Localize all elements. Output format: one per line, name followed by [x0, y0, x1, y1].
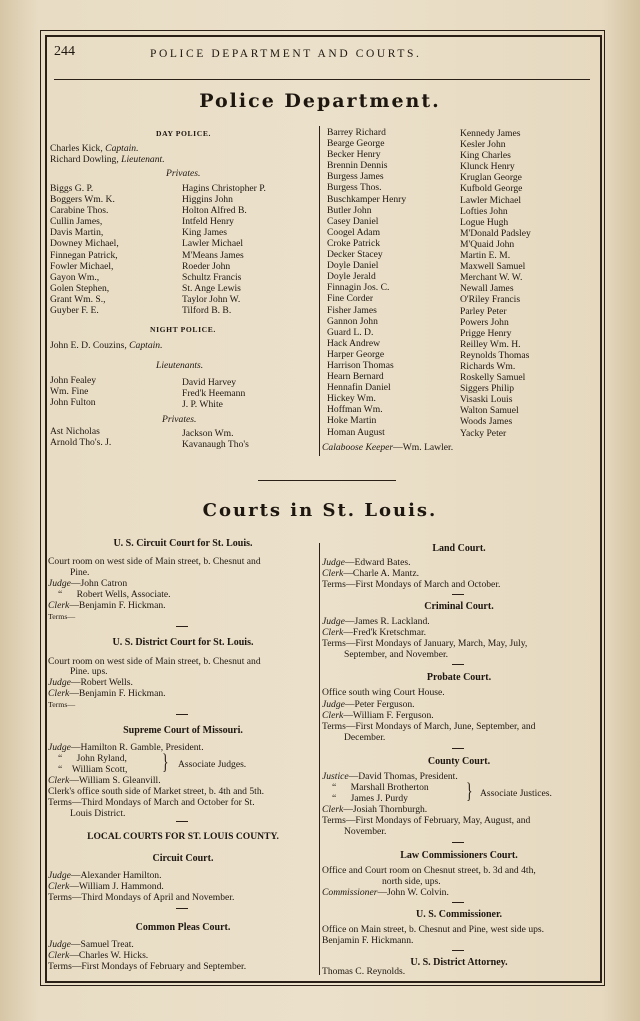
list-item: King James [182, 227, 228, 239]
list-item: Burgess James [327, 171, 384, 183]
supreme-judge: Judge—Hamilton R. Gamble, President. [48, 742, 204, 753]
list-item: Powers John [460, 316, 509, 328]
list-item: Kennedy James [460, 128, 521, 139]
list-item: Martin E. M. [460, 250, 511, 262]
circuit-clerk: Clerk—William J. Hammond. [48, 881, 164, 892]
county-associate-2: “ James J. Purdy [332, 793, 408, 804]
list-item: Guyber F. E. [50, 305, 99, 317]
list-item: Finnegan Patrick, [50, 249, 118, 261]
police-column-rule [319, 126, 320, 456]
list-item: Roeder John [182, 260, 231, 272]
day-captain: Charles Kick, Captain. [50, 143, 139, 154]
list-item: Maxwell Samuel [460, 261, 526, 273]
page-number: 244 [54, 44, 75, 59]
list-item: Prigge Henry [460, 327, 512, 339]
probate-terms-2: December. [344, 732, 386, 743]
list-item: Fine Corder [327, 293, 374, 305]
supreme-terms: Terms—Third Mondays of March and October for St. [48, 797, 255, 808]
list-item: Biggs G. P. [50, 183, 94, 194]
list-item: Visaski Louis [460, 394, 513, 406]
section-divider [258, 480, 396, 481]
common-pleas-terms: Terms—First Mondays of February and September. [48, 961, 247, 972]
night-privates-right [182, 428, 249, 450]
us-district-attorney-heading: U. S. District Attorney. [410, 957, 508, 968]
list-item: Kufbold George [460, 183, 523, 195]
us-district-location: Court room on west side of Main street, b. Chesnut and [48, 656, 261, 667]
dash [176, 821, 188, 822]
supreme-terms-2: Louis District. [70, 808, 126, 819]
criminal-clerk: Clerk—Fred'k Kretschmar. [322, 627, 427, 638]
list-item: Walton Samuel [460, 405, 519, 417]
dash [452, 594, 464, 595]
list-item: Becker Henry [327, 149, 381, 161]
night-captain: John E. D. Couzins, Captain. [50, 340, 163, 351]
list-item: Fred'k Heemann [182, 388, 246, 400]
list-item: Fisher James [327, 304, 377, 316]
supreme-court-heading: Supreme Court of Missouri. [123, 725, 243, 736]
list-item: John Fealey [50, 375, 97, 386]
list-item: Doyle Daniel [327, 260, 379, 272]
list-item: M'Means James [182, 249, 244, 261]
night-privates-label: Privates. [162, 414, 197, 425]
calaboose-keeper: Calaboose Keeper—Wm. Lawler. [322, 442, 454, 453]
county-associate-1: “ Marshall Brotherton [332, 782, 429, 793]
land-judge: Judge—Edward Bates. [322, 557, 411, 568]
dash [452, 950, 464, 951]
dash [452, 664, 464, 665]
courts-title: Courts in St. Louis. [202, 500, 438, 521]
list-item: King Charles [460, 150, 511, 162]
list-item: Homan August [327, 426, 385, 438]
us-commissioner-office: Office on Main street, b. Chesnut and Pine, west side ups. [322, 924, 545, 935]
us-district-clerk: Clerk—Benjamin F. Hickman. [48, 688, 166, 699]
us-circuit-location: Court room on west side of Main street, b. Chesnut and [48, 556, 261, 567]
list-item: Jackson Wm. [182, 428, 234, 439]
circuit-terms: Terms—Third Mondays of April and November. [48, 892, 235, 903]
night-police-label: NIGHT POLICE. [150, 325, 216, 334]
supreme-associate-2: “ William Scott, [58, 764, 128, 775]
running-head: POLICE DEPARTMENT AND COURTS. [150, 48, 422, 60]
list-item: Klunck Henry [460, 161, 515, 173]
probate-clerk: Clerk—William F. Ferguson. [322, 710, 434, 721]
list-item: David Harvey [182, 377, 237, 388]
supreme-associate-label: Associate Judges. [178, 759, 247, 770]
list-item: Casey Daniel [327, 215, 379, 227]
supreme-associate-1: “ John Ryland, [58, 753, 127, 764]
us-circuit-associate: “ Robert Wells, Associate. [58, 589, 171, 600]
law-commissioner: Commissioner—John W. Colvin. [322, 887, 449, 898]
us-district-attorney-name: Thomas C. Reynolds. [322, 966, 406, 977]
list-item: Davis Martin, [50, 227, 104, 239]
list-item: Hickey Wm. [327, 393, 376, 405]
day-privates-left [50, 183, 119, 316]
land-clerk: Clerk—Charle A. Mantz. [322, 568, 419, 579]
list-item: Reilley Wm. H. [460, 338, 521, 350]
law-office-2: north side, ups. [382, 876, 441, 887]
us-circuit-location-2: Pine. [70, 567, 90, 578]
list-item: Doyle Jerald [327, 271, 376, 283]
list-item: Decker Stacey [327, 249, 383, 261]
criminal-judge: Judge—James R. Lackland. [322, 616, 430, 627]
county-terms: Terms—First Mondays of February, May, August, and [322, 815, 531, 826]
list-item: Kavanaugh Tho's [182, 439, 249, 451]
list-item: Kesler John [460, 139, 506, 151]
list-item: Croke Patrick [327, 237, 381, 249]
brace: } [162, 749, 169, 774]
us-commissioner-name: Benjamin F. Hickmann. [322, 935, 414, 946]
law-commissioners-heading: Law Commissioners Court. [400, 850, 518, 861]
list-item: Tilford B. B. [182, 305, 232, 317]
list-item: Brennin Dennis [327, 160, 388, 172]
county-clerk: Clerk—Josiah Thornburgh. [322, 804, 428, 815]
list-item: Yacky Peter [460, 427, 507, 439]
list-item: Hoke Martin [327, 415, 377, 427]
police-title: Police Department. [199, 90, 441, 112]
list-item: Hennafin Daniel [327, 382, 391, 394]
county-terms-2: November. [344, 826, 387, 837]
list-item: Siggers Philip [460, 383, 515, 395]
day-lieutenant: Richard Dowling, Lieutenant. [50, 154, 165, 165]
dash [452, 748, 464, 749]
us-commissioner-heading: U. S. Commissioner. [415, 909, 503, 920]
list-item: Cullin James, [50, 216, 103, 228]
list-item: Golen Stephen, [50, 282, 110, 294]
dash [176, 626, 188, 627]
list-item: Downey Michael, [50, 238, 119, 250]
list-item: M'Donald Padsley [460, 227, 531, 239]
list-item: Kruglan George [460, 172, 522, 184]
us-circuit-clerk: Clerk—Benjamin F. Hickman. [48, 600, 166, 611]
law-office: Office and Court room on Chesnut street, b. 3d and 4th, [322, 865, 536, 876]
list-item: Parley Peter [460, 305, 507, 317]
list-item: Merchant W. W. [460, 272, 523, 284]
list-item: Logue Hugh [460, 216, 509, 228]
list-item: Wm. Fine [50, 386, 89, 398]
list-item: Barrey Richard [327, 127, 386, 138]
county-justice: Justice—David Thomas, President. [322, 771, 458, 782]
list-item: Harper George [327, 348, 385, 360]
probate-terms: Terms—First Mondays of March, June, September, and [322, 721, 536, 732]
supreme-clerk: Clerk—William S. Gleanvill. [48, 775, 161, 786]
circuit-judge: Judge—Alexander Hamilton. [48, 870, 162, 881]
circuit-court-heading: Circuit Court. [152, 853, 214, 864]
list-item: Fowler Michael, [50, 260, 114, 272]
land-court-heading: Land Court. [432, 543, 486, 554]
list-item: St. Ange Lewis [182, 282, 241, 294]
list-item: Buschkamper Henry [327, 193, 407, 205]
list-item: O'Riley Francis [460, 294, 521, 306]
probate-judge: Judge—Peter Ferguson. [322, 699, 415, 710]
day-privates-right [182, 183, 266, 316]
brace: } [466, 778, 473, 803]
common-pleas-heading: Common Pleas Court. [135, 922, 231, 933]
list-item: Bearge George [327, 138, 385, 150]
list-item: Grant Wm. S., [50, 293, 106, 305]
night-privates-left [50, 426, 111, 448]
dash [176, 714, 188, 715]
probate-court-heading: Probate Court. [426, 672, 492, 683]
list-item: Gayon Wm., [50, 271, 100, 283]
common-pleas-clerk: Clerk—Charles W. Hicks. [48, 950, 149, 961]
night-lieutenants-left [50, 375, 96, 408]
dash [452, 842, 464, 843]
supreme-office: Clerk's office south side of Market street, b. 4th and 5th. [48, 786, 265, 797]
list-item: Schultz Francis [182, 271, 242, 283]
list-item: Holton Alfred B. [182, 205, 247, 217]
us-circuit-terms: Terms— [48, 612, 76, 621]
list-item: Richards Wm. [460, 360, 516, 372]
list-item: Carabine Thos. [50, 205, 109, 217]
list-item: Roskelly Samuel [460, 372, 526, 384]
list-item: John Fulton [50, 397, 96, 409]
list-item: Burgess Thos. [327, 182, 382, 194]
day-police-label: DAY POLICE. [156, 129, 211, 138]
list-item: Harrison Thomas [327, 359, 394, 371]
probate-office: Office south wing Court House. [322, 687, 445, 698]
county-court-heading: County Court. [427, 756, 491, 767]
us-district-terms: Terms— [48, 700, 76, 709]
list-item: Hack Andrew [327, 337, 381, 349]
list-item: Lawler Michael [460, 194, 521, 206]
police-column-4 [460, 128, 531, 439]
list-item: J. P. White [182, 399, 223, 411]
list-item: Reynolds Thomas [460, 349, 530, 361]
us-district-court-heading: U. S. District Court for St. Louis. [112, 637, 254, 648]
list-item: Coogel Adam [327, 226, 381, 238]
list-item: Hagins Christopher P. [182, 183, 266, 194]
us-district-location-2: Pine. ups. [70, 666, 108, 677]
list-item: Woods James [460, 416, 513, 428]
list-item: Lawler Michael [182, 238, 243, 250]
day-privates-label: Privates. [166, 168, 201, 179]
lieutenants-label: Lieutenants. [156, 360, 204, 371]
list-item: Guard L. D. [327, 326, 374, 338]
county-associate-label: Associate Justices. [480, 788, 552, 799]
criminal-terms: Terms—First Mondays of January, March, May, July, [322, 638, 528, 649]
local-courts-heading: LOCAL COURTS FOR ST. LOUIS COUNTY. [87, 831, 279, 842]
dash [452, 902, 464, 903]
night-lieutenants-right [182, 377, 245, 410]
criminal-court-heading: Criminal Court. [424, 601, 494, 612]
dash [176, 908, 188, 909]
criminal-terms-2: September, and November. [344, 649, 449, 660]
list-item: Lofties John [460, 205, 508, 217]
us-district-judge: Judge—Robert Wells. [48, 677, 133, 688]
police-column-3 [327, 127, 406, 438]
land-terms: Terms—First Mondays of March and October. [322, 579, 501, 590]
us-circuit-judge: Judge—John Catron [48, 578, 128, 589]
list-item: Higgins John [182, 194, 233, 206]
list-item: M'Quaid John [460, 238, 515, 250]
list-item: Hearn Bernard [327, 371, 384, 383]
list-item: Butler John [327, 204, 372, 216]
list-item: Hoffman Wm. [327, 404, 383, 416]
list-item: Ast Nicholas [50, 426, 100, 437]
list-item: Finnagin Jos. C. [327, 282, 390, 294]
list-item: Newall James [460, 283, 514, 295]
header-rule [54, 79, 590, 80]
list-item: Arnold Tho's. J. [50, 437, 112, 449]
list-item: Taylor John W. [182, 293, 241, 305]
us-circuit-court-heading: U. S. Circuit Court for St. Louis. [113, 538, 253, 549]
list-item: Gannon John [327, 315, 378, 327]
courts-column-rule [319, 543, 320, 975]
list-item: Intfeld Henry [182, 216, 234, 228]
list-item: Boggers Wm. K. [50, 194, 115, 206]
common-pleas-judge: Judge—Samuel Treat. [48, 939, 134, 950]
